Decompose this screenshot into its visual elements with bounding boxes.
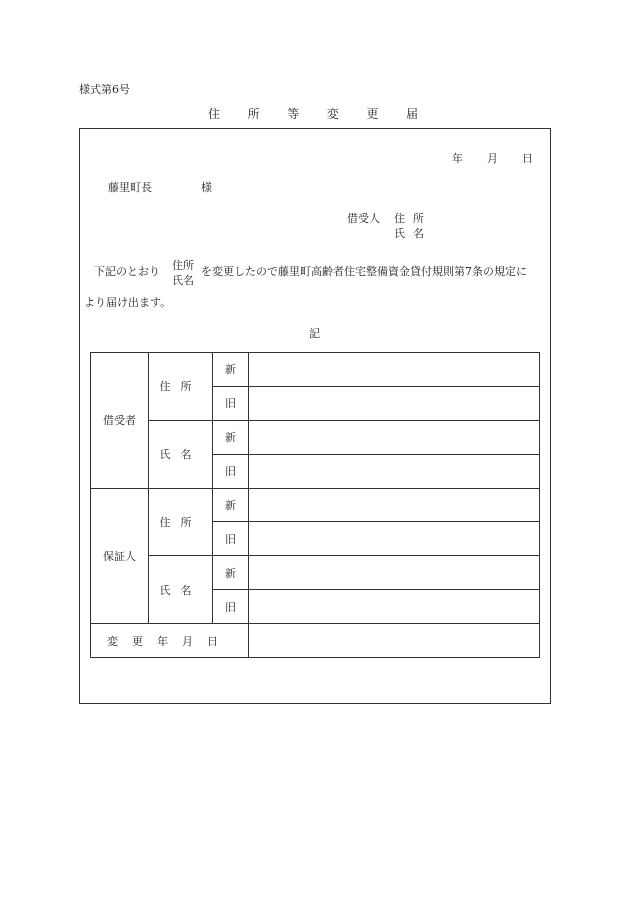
body-stacked-terms (172, 258, 194, 288)
ki-heading: 記 (309, 327, 320, 340)
guarantor-new-address-field[interactable] (249, 488, 540, 522)
borrower-address-cell: 住所 (149, 353, 213, 421)
guarantor-address-cell: 住所 (149, 488, 213, 556)
guarantor-name-cell: 氏名 (149, 556, 213, 624)
new-label: 新 (213, 353, 249, 387)
table-row (91, 353, 540, 387)
date-year-label: 年 (452, 152, 463, 165)
new-label: 新 (213, 420, 249, 454)
title-char: 更 (366, 107, 379, 121)
date-month-label: 月 (487, 152, 498, 165)
table-row (91, 488, 540, 522)
stacked-address: 住所 (172, 259, 194, 272)
title-char: 変 (326, 107, 339, 121)
borrower-group-label: 借受者 (91, 353, 149, 489)
table-row (91, 420, 540, 454)
date-day-label: 日 (522, 152, 533, 165)
title-char: 届 (405, 107, 418, 121)
new-label: 新 (213, 556, 249, 590)
borrower-label: 借受人 (347, 212, 380, 225)
body-text-before: 下記のとおり (94, 265, 160, 278)
addressee-honorific: 様 (201, 181, 212, 194)
borrower-name-label: 氏名 (394, 227, 432, 240)
borrower-address-label: 住所 (394, 212, 432, 225)
table-row (91, 556, 540, 590)
borrower-name-cell: 氏名 (149, 420, 213, 488)
guarantor-new-name-field[interactable] (249, 556, 540, 590)
change-date-field[interactable] (249, 624, 540, 658)
table-row (91, 624, 540, 658)
form-title (208, 108, 418, 120)
old-label: 旧 (213, 386, 249, 420)
borrower-new-name-field[interactable] (249, 420, 540, 454)
guarantor-old-name-field[interactable] (249, 590, 540, 624)
change-table (90, 352, 540, 658)
form-number: 様式第6号 (79, 83, 130, 96)
borrower-old-address-field[interactable] (249, 386, 540, 420)
body-text-after: を変更したので藤里町高齢者住宅整備資金貸付規則第7条の規定に (201, 265, 527, 278)
title-char: 住 (208, 107, 221, 121)
stacked-name: 氏名 (172, 274, 194, 287)
old-label: 旧 (213, 590, 249, 624)
title-char: 等 (287, 107, 300, 121)
change-date-label: 変更年月日 (91, 624, 249, 658)
old-label: 旧 (213, 454, 249, 488)
addressee: 藤里町長 (108, 181, 152, 194)
date-line (452, 153, 533, 164)
guarantor-old-address-field[interactable] (249, 522, 540, 556)
title-char: 所 (247, 107, 260, 121)
old-label: 旧 (213, 522, 249, 556)
borrower-new-address-field[interactable] (249, 353, 540, 387)
new-label: 新 (213, 488, 249, 522)
borrower-old-name-field[interactable] (249, 454, 540, 488)
body-text-line2: より届け出ます。 (84, 296, 172, 309)
guarantor-group-label: 保証人 (91, 488, 149, 624)
